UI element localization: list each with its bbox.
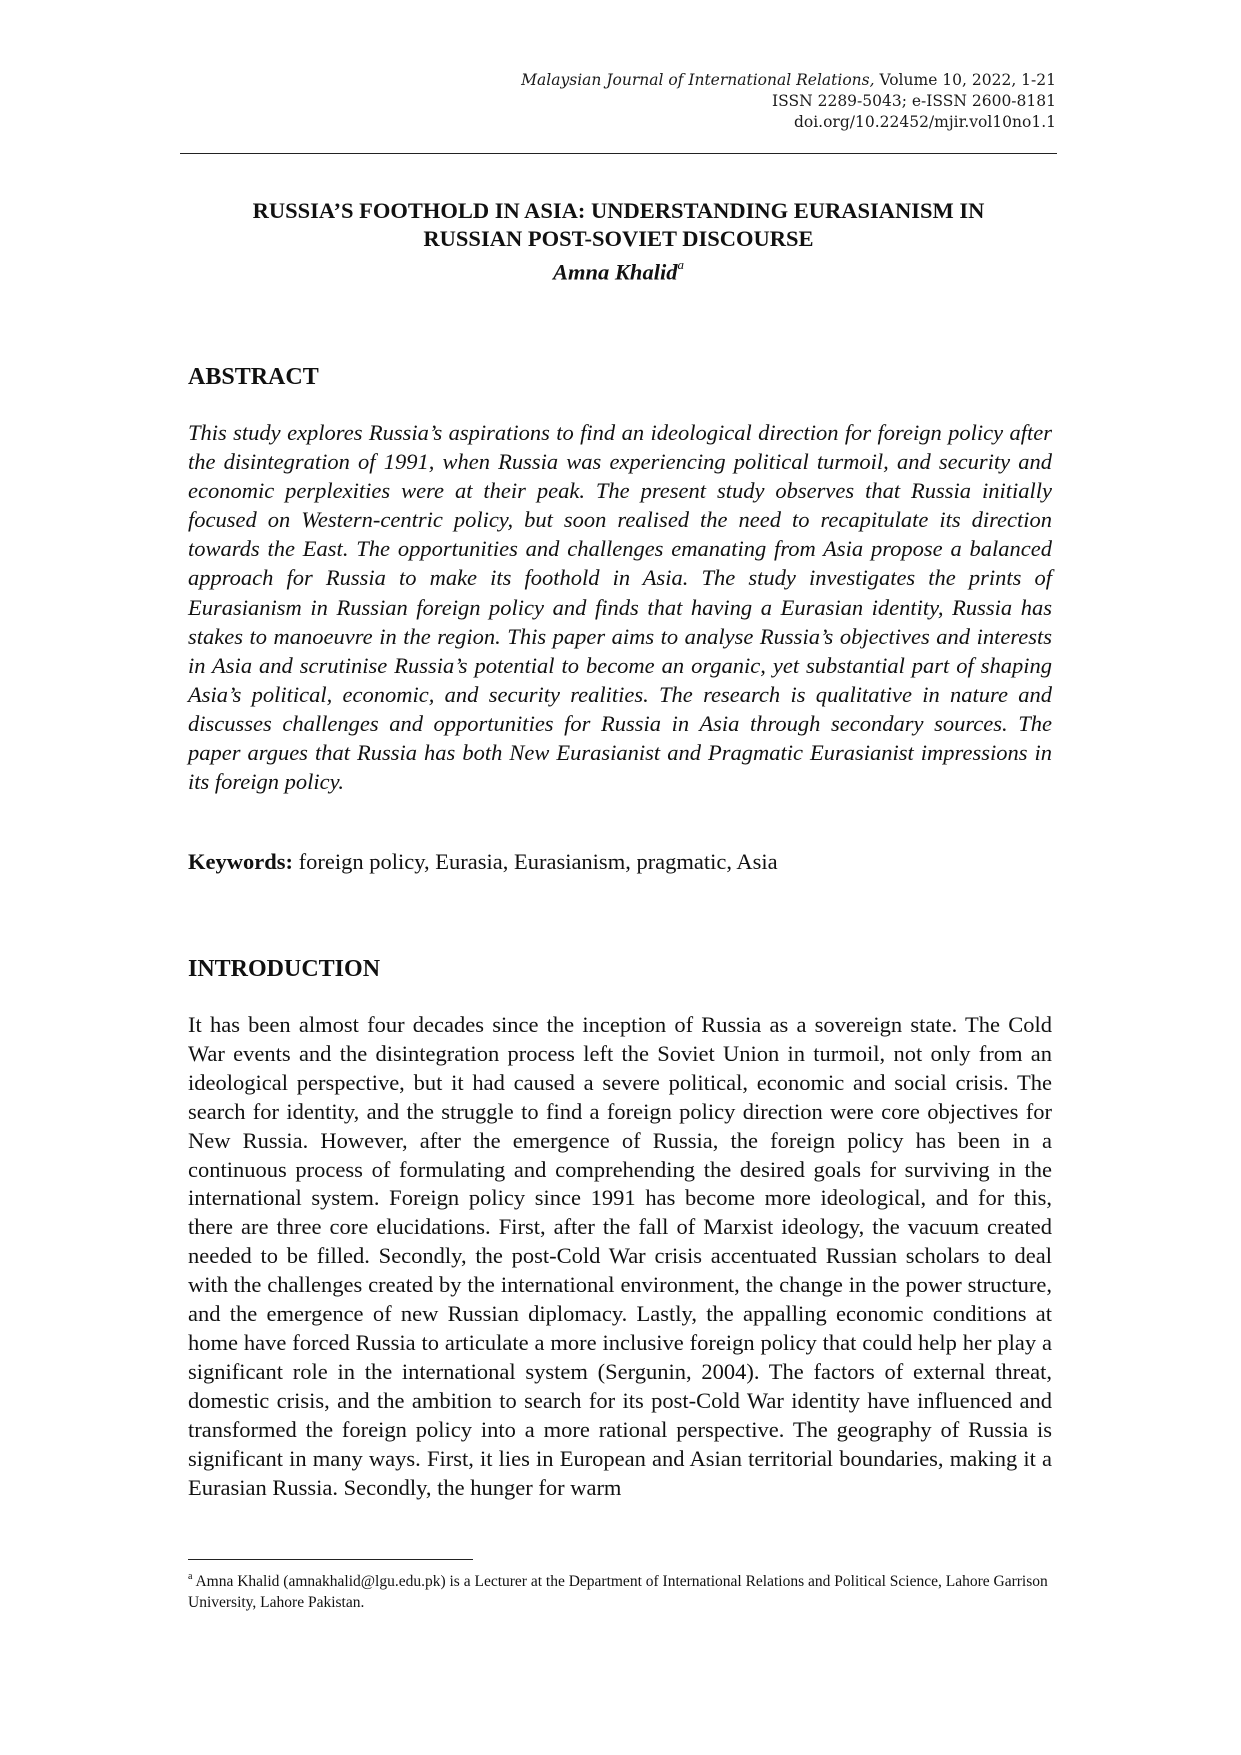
journal-volume: Volume 10, 2022, 1-21 (874, 71, 1056, 89)
author-name-text: Amna Khalid (553, 259, 678, 285)
footnote-mark: a (188, 1571, 193, 1582)
journal-header (180, 70, 1056, 133)
footnote-text: Amna Khalid (amnakhalid@lgu.edu.pk) is a Lecturer at the Department of International Relations and Political Science, Lahore Garrison University, Lahore Pakistan. (188, 1573, 1048, 1611)
paper-title-line-2: RUSSIAN POST-SOVIET DISCOURSE (423, 226, 814, 251)
introduction-heading: INTRODUCTION (188, 956, 381, 982)
abstract-text: This study explores Russia’s aspirations to find an ideological direction for foreign policy after the disintegration of 1991, when Russia was experiencing political turmoil, and security and economic perplexities were at their peak. The present study observes that Russia initially focused on Western-centric policy, but soon realised the need to recapitulate its direction towards the East. The opportunities and challenges emanating from Asia propose a balanced approach for Russia to make its foothold in Asia. The study investigates the prints of Eurasianism in Russian foreign policy and finds that having a Eurasian identity, Russia has stakes to manoeuvre in the region. This paper aims to analyse Russia’s objectives and interests in Asia and scrutinise Russia’s potential to become an organic, yet substantial part of shaping Asia’s political, economic, and security realities. The research is qualitative in nature and discusses challenges and opportunities for Russia in Asia through secondary sources. The paper argues that Russia has both New Eurasianist and Pragmatic Eurasianist impressions in its foreign policy. (188, 420, 1052, 795)
journal-name: Malaysian Journal of International Relations, (521, 71, 875, 89)
header-divider (180, 153, 1057, 154)
author-name (180, 253, 1057, 287)
introduction-text: It has been almost four decades since the inception of Russia as a sovereign state. The Cold War events and the disintegration process left the Soviet Union in turmoil, not only from an ideological perspective, but it had caused a severe political, economic and social crisis. The search for identity, and the struggle to find a foreign policy direction were core objectives for New Russia. However, after the emergence of Russia, the foreign policy has been in a continuous process of formulating and comprehending the desired goals for surviving in the international system. Foreign policy since 1991 has become more ideological, and for this, there are three core elucidations. First, after the fall of Marxist ideology, the vacuum created needed to be filled. Secondly, the post-Cold War crisis accentuated Russian scholars to deal with the challenges created by the international environment, the change in the power structure, and the emergence of new Russian diplomacy. Lastly, the appalling economic conditions at home have forced Russia to articulate a more inclusive foreign policy that could help her play a significant role in the international system (Sergunin, 2004). The factors of external threat, domestic crisis, and the ambition to search for its post-Cold War identity have influenced and transformed the foreign policy into a more rational perspective. The geography of Russia is significant in many ways. First, it lies in European and Asian territorial boundaries, making it a Eurasian Russia. Secondly, the hunger for warm (188, 1012, 1052, 1500)
footnote-divider (188, 1559, 473, 1560)
keywords-label: Keywords: (188, 849, 293, 874)
journal-doi: doi.org/10.22452/mjir.vol10no1.1 (793, 113, 1056, 131)
author-footnote-mark: a (677, 257, 684, 272)
abstract-heading: ABSTRACT (188, 364, 319, 390)
paper-title-block (180, 197, 1057, 287)
keywords-text: foreign policy, Eurasia, Eurasianism, pragmatic, Asia (293, 849, 778, 874)
keywords-line (188, 847, 1052, 876)
journal-issn: ISSN 2289-5043; e-ISSN 2600-8181 (772, 92, 1056, 110)
paper-title-line-1: RUSSIA’S FOOTHOLD IN ASIA: UNDERSTANDING EURASIANISM IN (252, 198, 985, 223)
footnote (188, 1568, 1058, 1613)
journal-citation-line (180, 70, 1056, 91)
